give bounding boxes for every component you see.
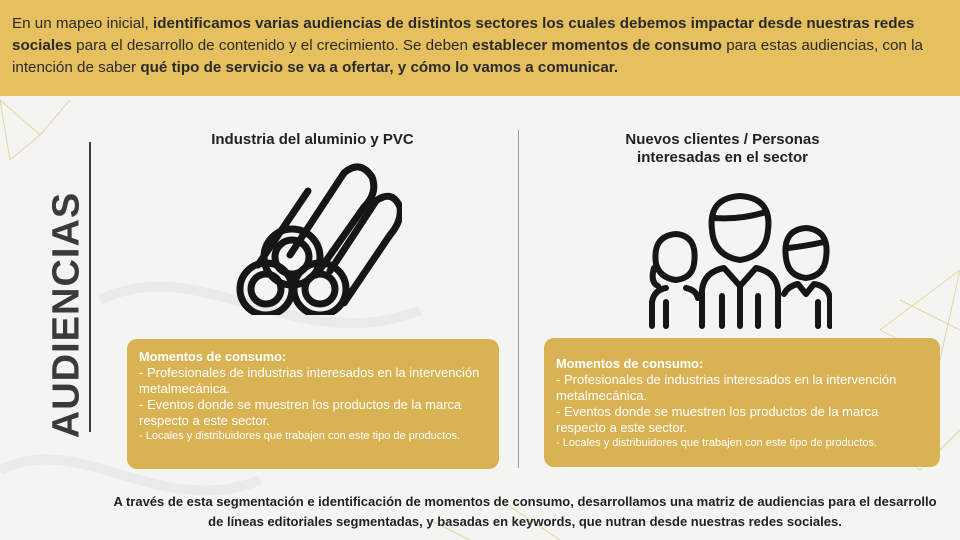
card-1-item-2: - Eventos donde se muestren los productos de la marca respecto a este sector. (139, 397, 462, 428)
column-2-title: Nuevos clientes / Personas interesadas en el sector (625, 131, 820, 166)
intro-text-1: En un mapeo inicial, (12, 15, 153, 32)
card-1-item-1: - Profesionales de industrias interesados en la intervención metalmecánica. (139, 365, 480, 396)
intro-text-4: establecer momentos de consumo (472, 37, 722, 54)
intro-text-2: identificamos varias audiencias de distintos sectores los cuales debemos impactar desde nuestras redes sociales (12, 15, 915, 54)
intro-text-6: qué tipo de servicio se va a ofertar, y cómo lo vamos a comunicar. (140, 59, 619, 76)
card-2-heading: Momentos de consumo: (556, 356, 704, 371)
consumption-moments-card-1 (127, 339, 499, 469)
intro-text-3: para el desarrollo de contenido y el crecimiento. Se deben (71, 37, 473, 54)
card-2-item-1: - Profesionales de industrias interesados en la intervención metalmecánica. (556, 372, 897, 403)
intro-text-5: para estas audiencias, con la intención de saber (12, 37, 923, 76)
card-1-item-3: - Locales y distribuidores que trabajen con este tipo de productos. (139, 430, 461, 442)
consumption-moments-card-2 (544, 338, 940, 467)
card-2-item-2: - Eventos donde se muestren los productos de la marca respecto a este sector. (556, 404, 879, 435)
column-divider-line (518, 130, 519, 468)
title-divider-line (89, 142, 91, 432)
audiences-vertical-title (40, 191, 94, 439)
pipes-icon (232, 155, 402, 315)
column-1-title: Industria del aluminio y PVC (211, 131, 414, 148)
audiences-title-text: AUDIENCIAS (45, 191, 88, 439)
conclusion-text: A través de esta segmentación e identificación de momentos de consumo, desarrollamos una matriz de audiencias para el desarrollo de líneas editoriales segmentadas, y basadas en keywords, que nutran desde nuestras redes sociales. (113, 494, 937, 529)
card-1-heading: Momentos de consumo: (139, 349, 287, 364)
intro-paragraph (0, 0, 960, 96)
people-group-icon (648, 190, 832, 330)
card-2-item-3: - Locales y distribuidores que trabajen con este tipo de productos. (556, 437, 878, 449)
